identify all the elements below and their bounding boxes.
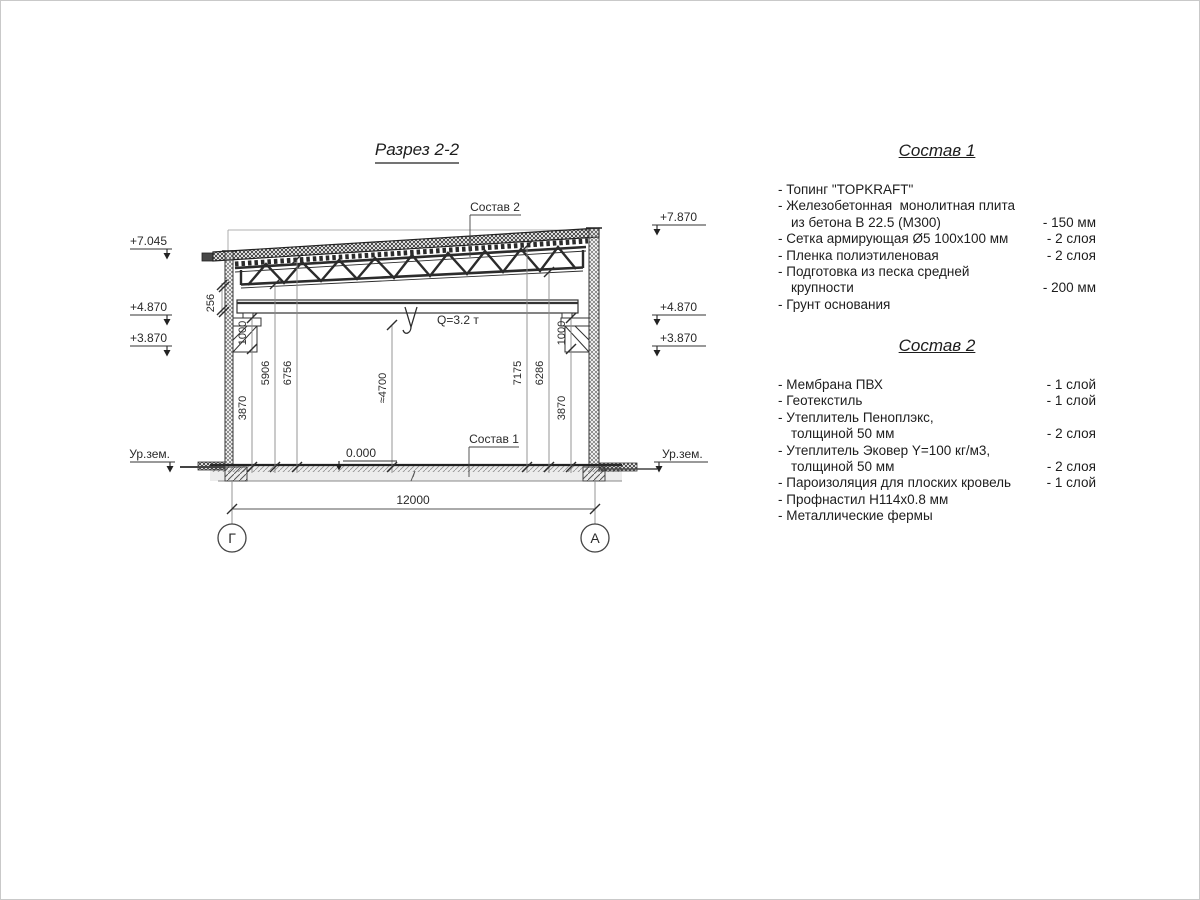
item-label: - Геотекстиль bbox=[778, 393, 863, 409]
list-item bbox=[778, 377, 1096, 393]
dim-7175: 7175 bbox=[512, 360, 524, 386]
axis-circle-a bbox=[581, 524, 609, 552]
beam-bearing-left bbox=[243, 313, 253, 318]
sostav2-panel bbox=[778, 336, 1096, 525]
dim-6286: 6286 bbox=[534, 360, 546, 386]
item-value: - 2 слоя bbox=[1046, 247, 1096, 263]
dim-right-1000: 1000 bbox=[556, 320, 568, 346]
elevation-right-corbel-text: +3.870 bbox=[660, 331, 698, 345]
item-label: - Профнастил Н114х0.8 мм bbox=[778, 491, 949, 507]
list-item bbox=[778, 393, 1096, 409]
list-item bbox=[778, 248, 1096, 264]
item-label: - Топинг "TOPKRAFT" bbox=[778, 182, 914, 197]
list-item bbox=[778, 215, 1096, 231]
item-label: - Мембрана ПВХ bbox=[778, 377, 883, 392]
item-value bbox=[1088, 492, 1096, 508]
elevation-right-crane-top-text: +4.870 bbox=[660, 300, 698, 314]
elevation-right-roof bbox=[652, 210, 706, 236]
roof-edge-cap bbox=[202, 253, 213, 261]
list-item bbox=[778, 280, 1096, 296]
item-value bbox=[1088, 182, 1096, 198]
elevation-right-ground-text: Ур.зем. bbox=[662, 447, 703, 461]
elevation-left-roof bbox=[130, 234, 172, 260]
axis-circle-g bbox=[218, 524, 246, 552]
item-label: - Грунт основания bbox=[778, 296, 891, 312]
list-item bbox=[778, 508, 1096, 524]
item-value: - 2 слоя bbox=[1046, 426, 1096, 442]
item-value: - 200 мм bbox=[1042, 280, 1096, 296]
elevation-right-ground bbox=[654, 447, 708, 473]
dim-6756: 6756 bbox=[282, 360, 294, 386]
elevation-left-ground-text: Ур.зем. bbox=[129, 447, 170, 461]
item-label: из бетона В 22.5 (М300) bbox=[791, 214, 941, 230]
list-item bbox=[778, 459, 1096, 475]
dim-left-3870: 3870 bbox=[237, 395, 249, 421]
item-value bbox=[1088, 443, 1096, 459]
footing-left bbox=[225, 467, 247, 481]
item-label: - Пленка полиэтиленовая bbox=[778, 247, 939, 263]
list-item bbox=[778, 264, 1096, 280]
elevation-left-ground bbox=[129, 447, 175, 473]
item-label: - Утеплитель Пеноплэкс, bbox=[778, 409, 934, 425]
list-item bbox=[778, 475, 1096, 491]
elevation-left-corbel-text: +3.870 bbox=[129, 331, 167, 345]
beam-bearing-right bbox=[562, 313, 572, 318]
item-value bbox=[1088, 297, 1096, 313]
list-item bbox=[778, 198, 1096, 214]
item-value: - 1 слой bbox=[1046, 393, 1096, 409]
item-value bbox=[1088, 508, 1096, 524]
item-label: - Пароизоляция для плоских кровель bbox=[778, 475, 1012, 491]
item-value: - 1 слой bbox=[1046, 377, 1096, 392]
item-label: толщиной 50 мм bbox=[791, 426, 895, 442]
item-value: - 2 слоя bbox=[1046, 231, 1096, 247]
dim-256: 256 bbox=[205, 293, 217, 313]
item-label: толщиной 50 мм bbox=[791, 459, 895, 475]
truss-bottom-chord bbox=[241, 268, 583, 285]
list-item bbox=[778, 426, 1096, 442]
item-label: - Утеплитель Эковер Y=100 кг/м3, bbox=[778, 442, 991, 458]
item-value: - 1 слой bbox=[1046, 475, 1096, 491]
drawing-title bbox=[375, 140, 460, 163]
elevation-left-corbel bbox=[130, 331, 172, 357]
dim-12000: 12000 bbox=[396, 493, 430, 507]
elevation-left-crane-top bbox=[130, 300, 172, 326]
drawing-title-text: Разрез 2-2 bbox=[374, 140, 460, 159]
item-value: - 2 слоя bbox=[1046, 459, 1096, 475]
item-value: - 150 мм bbox=[1042, 214, 1096, 230]
left-wall bbox=[225, 251, 233, 467]
sostav1-panel bbox=[778, 141, 1096, 313]
level-zero-text: 0.000 bbox=[346, 446, 377, 460]
list-item bbox=[778, 182, 1096, 198]
elevation-right-crane-top bbox=[652, 300, 706, 326]
elevation-left-crane-top-text: +4.870 bbox=[129, 300, 167, 314]
sostav2-title: Состав 2 bbox=[898, 336, 976, 355]
ground-stub-right bbox=[599, 463, 637, 471]
dim-5906: 5906 bbox=[260, 360, 272, 386]
sostav2-list bbox=[778, 377, 1096, 525]
item-value bbox=[1088, 264, 1096, 280]
item-label: - Железобетонная монолитная плита bbox=[778, 198, 1016, 214]
span-dimension bbox=[227, 480, 600, 524]
dim-left-1000: 1000 bbox=[237, 320, 249, 346]
item-label: - Металлические фермы bbox=[778, 508, 933, 524]
list-item bbox=[778, 231, 1096, 247]
crane-capacity-label: Q=3.2 т bbox=[437, 313, 479, 327]
item-label: крупности bbox=[791, 280, 854, 296]
list-item bbox=[778, 410, 1096, 426]
callout-sostav2-text: Состав 2 bbox=[470, 200, 520, 214]
item-value bbox=[1088, 198, 1096, 214]
elevation-right-corbel bbox=[652, 331, 706, 357]
dim-4700: ≈4700 bbox=[377, 372, 389, 404]
dim-right-3870: 3870 bbox=[556, 395, 568, 421]
item-label: - Подготовка из песка средней bbox=[778, 264, 970, 280]
item-value bbox=[1088, 410, 1096, 426]
elevation-right-roof-text: +7.870 bbox=[660, 210, 698, 224]
axis-g-label: Г bbox=[228, 530, 236, 546]
list-item bbox=[778, 443, 1096, 459]
right-wall bbox=[589, 228, 599, 467]
list-item bbox=[778, 492, 1096, 508]
callout-sostav1-text: Состав 1 bbox=[469, 432, 519, 446]
elevation-left-roof-text: +7.045 bbox=[129, 234, 167, 248]
list-item bbox=[778, 297, 1096, 313]
axis-a-label: А bbox=[590, 530, 600, 546]
sostav1-title: Состав 1 bbox=[898, 141, 976, 160]
sostav1-list bbox=[778, 182, 1096, 313]
item-label: - Сетка армирующая Ø5 100x100 мм bbox=[778, 231, 1009, 247]
